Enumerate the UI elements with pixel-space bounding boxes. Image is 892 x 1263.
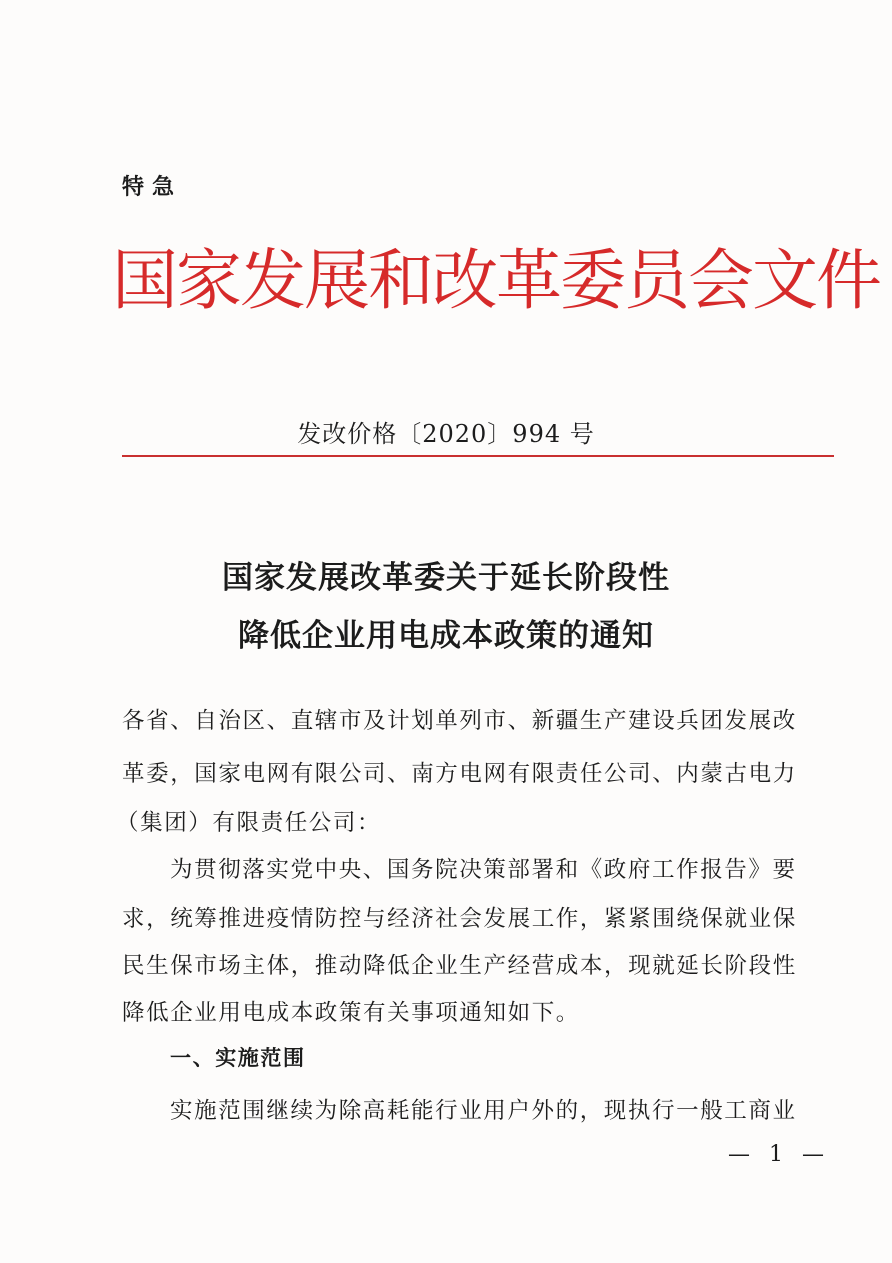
paragraph-line-1: 为贯彻落实党中央、国务院决策部署和《政府工作报告》要 — [170, 857, 797, 883]
paragraph-line-2: 求，统筹推进疫情防控与经济社会发展工作，紧紧围绕保就业保 — [122, 906, 797, 932]
notice-title-line-2: 降低企业用电成本政策的通知 — [238, 618, 654, 654]
red-divider-line — [122, 455, 834, 457]
addressee-line-2: 革委，国家电网有限公司、南方电网有限责任公司、内蒙古电力 — [122, 761, 797, 787]
notice-title-line-1: 国家发展改革委关于延长阶段性 — [222, 560, 670, 596]
masthead-title: 国家发展和改革委员会文件 — [112, 242, 880, 319]
addressee-line-1: 各省、自治区、直辖市及计划单列市、新疆生产建设兵团发展改 — [122, 708, 797, 734]
addressee-line-3: （集团）有限责任公司： — [116, 810, 382, 836]
paragraph-line-3: 民生保市场主体，推动降低企业生产经营成本，现就延长阶段性 — [122, 953, 797, 979]
document-number: 发改价格〔2020〕994 号 — [297, 420, 595, 448]
paragraph-line-4: 降低企业用电成本政策有关事项通知如下。 — [122, 1000, 580, 1026]
section-heading: 一、实施范围 — [170, 1046, 306, 1070]
page-number: — 1 — — [728, 1142, 830, 1167]
urgency-label: 特急 — [122, 175, 183, 200]
section-body-line: 实施范围继续为除高耗能行业用户外的，现执行一般工商业 — [170, 1098, 797, 1124]
